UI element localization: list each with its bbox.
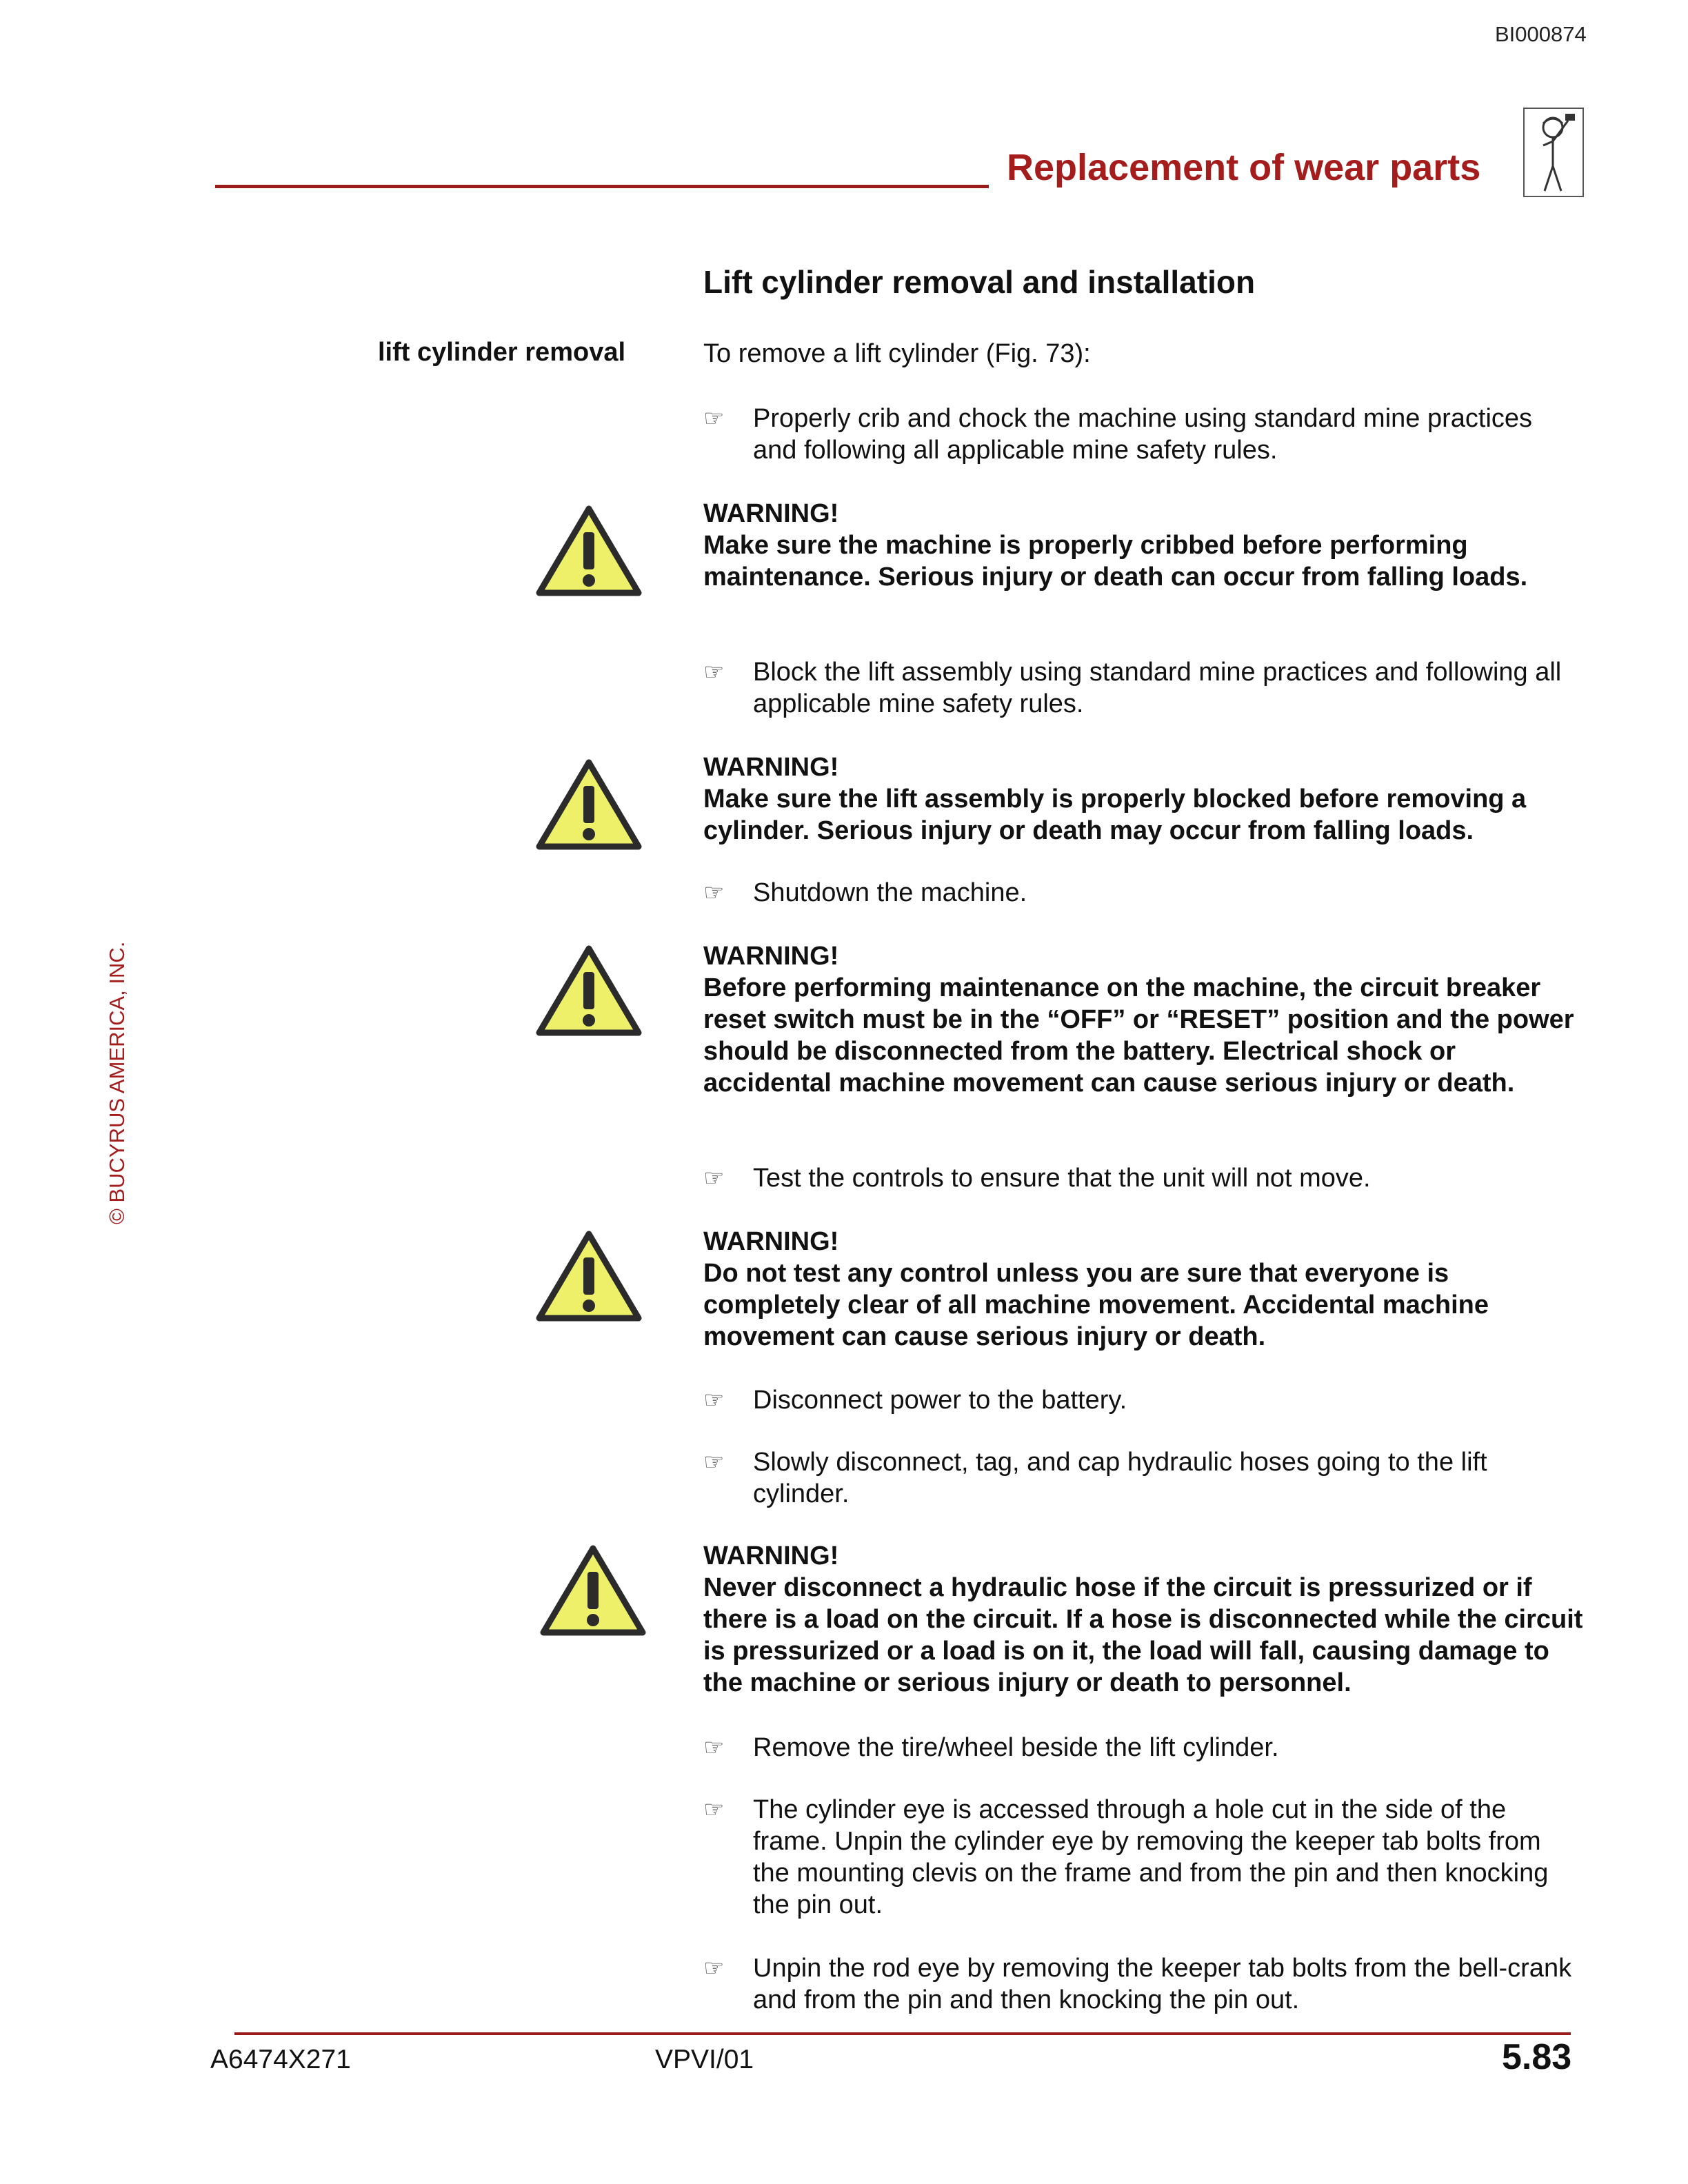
warning-triangle-icon — [535, 944, 643, 1038]
footer-document-number: A6474X271 — [210, 2045, 351, 2074]
step-text: Unpin the rod eye by removing the keeper tab bolts from the bell-crank and from the pin and then knocking the pin out. — [753, 1954, 1572, 2014]
warning-block — [703, 751, 1586, 847]
step-text: Shutdown the machine. — [753, 878, 1027, 907]
pointing-hand-icon: ☞ — [703, 1797, 725, 1823]
warning-title: WARNING! — [703, 1541, 839, 1570]
step-text: Remove the tire/wheel beside the lift cylinder. — [753, 1733, 1279, 1762]
warning-text: Make sure the lift assembly is properly blocked before removing a cylinder. Serious injury or death may occur from falling loads. — [703, 785, 1527, 845]
warning-triangle-icon — [535, 1230, 643, 1324]
step-text: Block the lift assembly using standard mine practices and following all applicable mine safety rules. — [753, 658, 1562, 718]
footer-rule — [234, 2032, 1571, 2035]
step-text: Slowly disconnect, tag, and cap hydraulic hoses going to the lift cylinder. — [753, 1448, 1487, 1508]
copyright-container — [105, 941, 132, 1528]
step-text: Properly crib and chock the machine using standard mine practices and following all applicable mine safety rules. — [753, 404, 1533, 465]
pointing-hand-icon: ☞ — [703, 659, 725, 685]
step-item — [703, 877, 1579, 909]
warning-block — [703, 940, 1586, 1099]
document-id: BI000874 — [1495, 22, 1587, 46]
warning-text: Never disconnect a hydraulic hose if the circuit is pressurized or if there is a load on the circuit. If a hose is disconnected while the circuit is pressurized or a load is on it, the load will fall, causing damage to the machine or serious injury or death to personnel. — [703, 1573, 1583, 1697]
step-item — [703, 1446, 1579, 1510]
step-item — [703, 403, 1579, 466]
step-text: Test the controls to ensure that the unit will not move. — [753, 1164, 1371, 1193]
warning-text: Do not test any control unless you are sure that everyone is completely clear of all machine movement. Accidental machine movement can cause serious injury or death. — [703, 1259, 1489, 1351]
footer-revision: VPVI/01 — [655, 2045, 754, 2074]
warning-title: WARNING! — [703, 942, 839, 971]
warning-text: Make sure the machine is properly cribbed before performing maintenance. Serious injury or death can occur from falling loads. — [703, 531, 1528, 592]
pointing-hand-icon: ☞ — [703, 880, 725, 906]
step-item — [703, 1384, 1579, 1416]
warning-text: Before performing maintenance on the machine, the circuit breaker reset switch must be in the “OFF” or “RESET” position and the power should be disconnected from the battery. Electrical shock or accidental machine movement can cause serious injury or death. — [703, 973, 1574, 1098]
mechanic-with-wrench-icon — [1523, 107, 1585, 198]
page-header-title: Replacement of wear parts — [1007, 147, 1481, 188]
pointing-hand-icon: ☞ — [703, 1735, 725, 1761]
pointing-hand-icon: ☞ — [703, 1387, 725, 1413]
pointing-hand-icon: ☞ — [703, 1449, 725, 1475]
step-text: Disconnect power to the battery. — [753, 1386, 1127, 1415]
header-rule — [215, 185, 989, 188]
pointing-hand-icon: ☞ — [703, 1955, 725, 1981]
copyright-notice: © BUCYRUS AMERICA, INC. — [105, 941, 129, 1224]
warning-triangle-icon — [539, 1544, 647, 1638]
intro-text: To remove a lift cylinder (Fig. 73): — [703, 339, 1091, 368]
warning-title: WARNING! — [703, 1227, 839, 1256]
warning-triangle-icon — [535, 758, 643, 852]
pointing-hand-icon: ☞ — [703, 1165, 725, 1191]
side-heading: lift cylinder removal — [378, 338, 626, 367]
step-item — [703, 656, 1579, 720]
warning-block — [703, 1226, 1586, 1353]
warning-triangle-icon — [535, 505, 643, 598]
step-text: The cylinder eye is accessed through a hole cut in the side of the frame. Unpin the cylinder eye by removing the keeper tab bolts from the mounting clevis on the frame and from the pin and then knocking the pin out. — [753, 1795, 1549, 1919]
pointing-hand-icon: ☞ — [703, 405, 725, 432]
section-title: Lift cylinder removal and installation — [703, 264, 1256, 300]
step-item — [703, 1162, 1579, 1194]
warning-block — [703, 1540, 1586, 1699]
step-item — [703, 1794, 1579, 1921]
step-item — [703, 1952, 1579, 2016]
warning-title: WARNING! — [703, 499, 839, 528]
step-item — [703, 1732, 1579, 1763]
warning-block — [703, 498, 1586, 593]
page-number: 5.83 — [1502, 2037, 1572, 2077]
warning-title: WARNING! — [703, 753, 839, 782]
